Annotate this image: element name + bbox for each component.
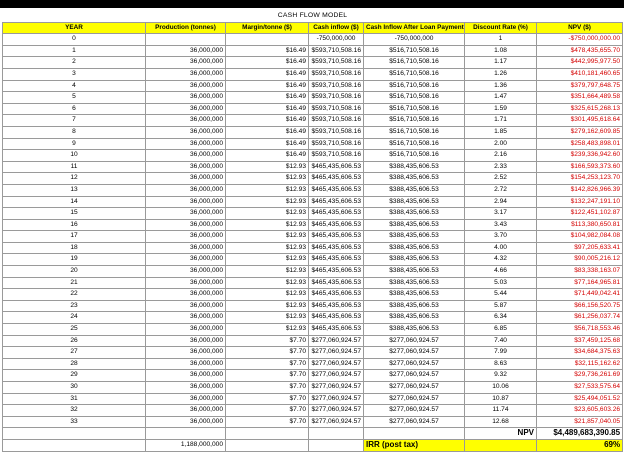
cash-inflow-cell[interactable]: $465,435,606.53 [309,173,364,185]
year-cell[interactable]: 21 [3,277,146,289]
discount-rate-cell[interactable]: 6.85 [465,324,537,336]
table-row [3,68,623,80]
cash-flow-table [2,11,623,452]
window-top-edge [0,0,624,8]
empty-cell[interactable] [3,428,146,440]
year-cell[interactable]: 24 [3,312,146,324]
year-cell[interactable]: 12 [3,173,146,185]
cash-inflow-cell[interactable]: $277,060,924.57 [309,405,364,417]
year-cell[interactable]: 3 [3,68,146,80]
cash-inflow-cell[interactable]: $465,435,606.53 [309,184,364,196]
cash-inflow-cell[interactable]: $593,710,508.16 [309,57,364,69]
cash-inflow-cell[interactable]: $465,435,606.53 [309,300,364,312]
cash-after-loan-cell[interactable]: $388,435,606.53 [364,184,465,196]
cash-inflow-cell[interactable]: $593,710,508.16 [309,115,364,127]
cash-inflow-cell[interactable]: $465,435,606.53 [309,242,364,254]
discount-rate-cell[interactable]: 3.43 [465,219,537,231]
npv-cell[interactable]: -$750,000,000.00 [537,34,623,46]
table-row [3,80,623,92]
production-cell[interactable]: 36,000,000 [146,254,226,266]
cash-after-loan-cell[interactable]: $516,710,508.16 [364,138,465,150]
production-cell[interactable]: 36,000,000 [146,347,226,359]
npv-cell[interactable]: $122,451,102.87 [537,208,623,220]
cash-after-loan-cell[interactable]: $516,710,508.16 [364,45,465,57]
discount-rate-cell[interactable]: 1.59 [465,103,537,115]
npv-cell[interactable]: $56,718,553.46 [537,324,623,336]
npv-cell[interactable]: $61,256,037.74 [537,312,623,324]
discount-rate-cell[interactable]: 7.40 [465,335,537,347]
table-row [3,115,623,127]
table-row [3,289,623,301]
discount-rate-cell[interactable]: 1.47 [465,92,537,104]
npv-cell[interactable]: $27,533,575.64 [537,382,623,394]
margin-cell[interactable]: $12.93 [226,231,309,243]
production-cell[interactable]: 36,000,000 [146,196,226,208]
discount-rate-cell[interactable]: 5.87 [465,300,537,312]
table-row [3,382,623,394]
discount-rate-cell[interactable]: 1.17 [465,57,537,69]
header-cash-inflow[interactable]: Cash inflow ($) [309,22,364,34]
margin-cell[interactable]: $7.70 [226,370,309,382]
discount-rate-cell[interactable]: 1.36 [465,80,537,92]
cash-inflow-cell[interactable]: $593,710,508.16 [309,80,364,92]
production-cell[interactable]: 36,000,000 [146,173,226,185]
margin-cell[interactable]: $12.93 [226,161,309,173]
discount-rate-cell[interactable]: 2.00 [465,138,537,150]
discount-rate-cell[interactable]: 1.85 [465,126,537,138]
npv-cell[interactable]: $66,156,520.75 [537,300,623,312]
cash-after-loan-cell[interactable]: $516,710,508.16 [364,126,465,138]
year-cell[interactable]: 4 [3,80,146,92]
year-cell[interactable]: 26 [3,335,146,347]
table-row [3,150,623,162]
year-cell[interactable]: 33 [3,416,146,428]
production-cell[interactable]: 36,000,000 [146,277,226,289]
cash-after-loan-cell[interactable]: $277,060,924.57 [364,335,465,347]
cash-inflow-cell[interactable]: $465,435,606.53 [309,266,364,278]
table-row [3,161,623,173]
margin-cell[interactable]: $16.49 [226,138,309,150]
year-cell[interactable]: 16 [3,219,146,231]
year-cell[interactable]: 32 [3,405,146,417]
production-cell[interactable]: 36,000,000 [146,370,226,382]
discount-rate-cell[interactable]: 8.63 [465,358,537,370]
cash-after-loan-cell[interactable]: $388,435,606.53 [364,266,465,278]
cash-after-loan-cell[interactable]: $388,435,606.53 [364,312,465,324]
table-row [3,57,623,69]
table-row [3,266,623,278]
discount-rate-cell[interactable]: 1.26 [465,68,537,80]
npv-cell[interactable]: $410,181,460.65 [537,68,623,80]
production-cell[interactable]: 36,000,000 [146,184,226,196]
production-cell[interactable]: 36,000,000 [146,138,226,150]
table-row [3,335,623,347]
cash-after-loan-cell[interactable]: $388,435,606.53 [364,173,465,185]
margin-cell[interactable]: $16.49 [226,126,309,138]
discount-rate-cell[interactable]: 9.32 [465,370,537,382]
empty-cell[interactable] [309,439,364,451]
table-row [3,312,623,324]
cash-inflow-cell[interactable]: -750,000,000 [309,34,364,46]
cash-inflow-cell[interactable]: $277,060,924.57 [309,393,364,405]
margin-cell[interactable]: $7.70 [226,358,309,370]
table-row [3,324,623,336]
discount-rate-cell[interactable]: 1.08 [465,45,537,57]
discount-rate-cell[interactable]: 4.66 [465,266,537,278]
margin-cell[interactable]: $16.49 [226,57,309,69]
margin-cell[interactable] [226,34,309,46]
production-cell[interactable]: 36,000,000 [146,242,226,254]
discount-rate-cell[interactable]: 4.32 [465,254,537,266]
npv-cell[interactable]: $83,338,163.07 [537,266,623,278]
cash-after-loan-cell[interactable]: $388,435,606.53 [364,196,465,208]
year-cell[interactable]: 2 [3,57,146,69]
margin-cell[interactable]: $12.93 [226,266,309,278]
cash-inflow-cell[interactable]: $465,435,606.53 [309,277,364,289]
header-production[interactable]: Production (tonnes) [146,22,226,34]
cash-inflow-cell[interactable]: $277,060,924.57 [309,335,364,347]
discount-rate-cell[interactable]: 3.17 [465,208,537,220]
production-total[interactable]: 1,188,000,000 [146,439,226,451]
table-row [3,405,623,417]
table-row [3,173,623,185]
cash-inflow-cell[interactable]: $465,435,606.53 [309,208,364,220]
cash-after-loan-cell[interactable]: $388,435,606.53 [364,289,465,301]
year-cell[interactable]: 19 [3,254,146,266]
year-cell[interactable]: 22 [3,289,146,301]
margin-cell[interactable]: $12.93 [226,219,309,231]
margin-cell[interactable]: $16.49 [226,68,309,80]
cash-inflow-cell[interactable]: $465,435,606.53 [309,219,364,231]
table-row [3,242,623,254]
table-row [3,358,623,370]
year-cell[interactable]: 13 [3,184,146,196]
table-row [3,196,623,208]
cash-inflow-cell[interactable]: $593,710,508.16 [309,68,364,80]
header-cash-after-loan[interactable]: Cash Inflow After Loan Payment [364,22,465,34]
cash-after-loan-cell[interactable]: $388,435,606.53 [364,231,465,243]
discount-rate-cell[interactable]: 1.71 [465,115,537,127]
npv-total-value[interactable]: $4,489,683,390.85 [537,428,623,440]
year-cell[interactable]: 30 [3,382,146,394]
production-cell[interactable]: 36,000,000 [146,335,226,347]
production-cell[interactable]: 36,000,000 [146,103,226,115]
cash-after-loan-cell[interactable]: $277,060,924.57 [364,382,465,394]
margin-cell[interactable]: $16.49 [226,103,309,115]
margin-cell[interactable]: $12.93 [226,324,309,336]
cash-inflow-cell[interactable]: $277,060,924.57 [309,358,364,370]
cash-after-loan-cell[interactable]: $277,060,924.57 [364,416,465,428]
year-cell[interactable]: 31 [3,393,146,405]
cash-after-loan-cell[interactable]: -750,000,000 [364,34,465,46]
header-margin[interactable]: Margin/tonne ($) [226,22,309,34]
cash-after-loan-cell[interactable]: $516,710,508.16 [364,150,465,162]
year-cell[interactable]: 28 [3,358,146,370]
cash-inflow-cell[interactable]: $465,435,606.53 [309,196,364,208]
year-cell[interactable]: 8 [3,126,146,138]
margin-cell[interactable]: $12.93 [226,173,309,185]
cash-inflow-cell[interactable]: $277,060,924.57 [309,370,364,382]
discount-rate-cell[interactable]: 2.52 [465,173,537,185]
table-row [3,34,623,46]
irr-spacer-cell[interactable] [465,439,537,451]
npv-cell[interactable]: $97,205,633.41 [537,242,623,254]
irr-row [3,439,623,451]
empty-cell[interactable] [309,428,364,440]
npv-cell[interactable]: $32,115,162.62 [537,358,623,370]
table-row [3,416,623,428]
cash-after-loan-cell[interactable]: $277,060,924.57 [364,393,465,405]
table-row [3,45,623,57]
margin-cell[interactable]: $12.93 [226,184,309,196]
production-cell[interactable]: 36,000,000 [146,150,226,162]
year-cell[interactable]: 17 [3,231,146,243]
year-cell[interactable]: 11 [3,161,146,173]
header-discount-rate[interactable]: Discount Rate (%) [465,22,537,34]
cash-after-loan-cell[interactable]: $388,435,606.53 [364,242,465,254]
table-row [3,219,623,231]
year-cell[interactable]: 9 [3,138,146,150]
cash-after-loan-cell[interactable]: $388,435,606.53 [364,277,465,289]
production-cell[interactable]: 36,000,000 [146,80,226,92]
irr-value[interactable]: 69% [537,439,623,451]
margin-cell[interactable]: $12.93 [226,289,309,301]
cash-inflow-cell[interactable]: $593,710,508.16 [309,92,364,104]
production-cell[interactable]: 36,000,000 [146,416,226,428]
npv-cell[interactable]: $29,736,261.69 [537,370,623,382]
cash-after-loan-cell[interactable]: $516,710,508.16 [364,80,465,92]
npv-cell[interactable]: $132,247,191.10 [537,196,623,208]
year-cell[interactable]: 14 [3,196,146,208]
production-cell[interactable]: 36,000,000 [146,92,226,104]
npv-cell[interactable]: $325,615,268.13 [537,103,623,115]
sheet-title: CASH FLOW MODEL [277,12,348,19]
empty-cell[interactable] [3,439,146,451]
margin-cell[interactable]: $12.93 [226,312,309,324]
production-cell[interactable]: 36,000,000 [146,312,226,324]
production-cell[interactable] [146,34,226,46]
header-year[interactable]: YEAR [3,22,146,34]
production-cell[interactable]: 36,000,000 [146,405,226,417]
year-cell[interactable]: 0 [3,34,146,46]
margin-cell[interactable]: $7.70 [226,393,309,405]
npv-cell[interactable]: $154,253,123.70 [537,173,623,185]
year-cell[interactable]: 10 [3,150,146,162]
production-cell[interactable]: 36,000,000 [146,208,226,220]
cash-after-loan-cell[interactable]: $516,710,508.16 [364,103,465,115]
margin-cell[interactable]: $16.49 [226,80,309,92]
npv-cell[interactable]: $166,593,373.60 [537,161,623,173]
production-cell[interactable]: 36,000,000 [146,358,226,370]
year-cell[interactable]: 5 [3,92,146,104]
npv-cell[interactable]: $71,449,042.41 [537,289,623,301]
table-row [3,103,623,115]
margin-cell[interactable]: $12.93 [226,196,309,208]
npv-cell[interactable]: $77,164,965.81 [537,277,623,289]
table-row [3,92,623,104]
cash-inflow-cell[interactable]: $465,435,606.53 [309,231,364,243]
npv-cell[interactable]: $351,664,489.58 [537,92,623,104]
cash-after-loan-cell[interactable]: $277,060,924.57 [364,347,465,359]
production-cell[interactable]: 36,000,000 [146,266,226,278]
discount-rate-cell[interactable]: 10.06 [465,382,537,394]
npv-cell[interactable]: $25,494,051.52 [537,393,623,405]
margin-cell[interactable]: $7.70 [226,382,309,394]
cash-inflow-cell[interactable]: $465,435,606.53 [309,254,364,266]
cash-inflow-cell[interactable]: $593,710,508.16 [309,126,364,138]
header-npv[interactable]: NPV ($) [537,22,623,34]
production-cell[interactable]: 36,000,000 [146,68,226,80]
margin-cell[interactable]: $16.49 [226,150,309,162]
production-cell[interactable]: 36,000,000 [146,300,226,312]
table-row [3,208,623,220]
npv-cell[interactable]: $37,459,125.68 [537,335,623,347]
production-cell[interactable]: 36,000,000 [146,382,226,394]
cash-inflow-cell[interactable]: $277,060,924.57 [309,382,364,394]
npv-cell[interactable]: $301,495,618.64 [537,115,623,127]
production-cell[interactable]: 36,000,000 [146,45,226,57]
discount-rate-cell[interactable]: 4.00 [465,242,537,254]
cash-after-loan-cell[interactable]: $277,060,924.57 [364,370,465,382]
npv-cell[interactable]: $142,826,966.39 [537,184,623,196]
production-cell[interactable]: 36,000,000 [146,324,226,336]
cash-inflow-cell[interactable]: $593,710,508.16 [309,45,364,57]
discount-rate-cell[interactable]: 6.34 [465,312,537,324]
production-cell[interactable]: 36,000,000 [146,161,226,173]
table-row [3,277,623,289]
npv-cell[interactable]: $279,162,609.85 [537,126,623,138]
empty-cell[interactable] [226,428,309,440]
discount-rate-cell[interactable]: 3.70 [465,231,537,243]
empty-cell[interactable] [364,428,465,440]
year-cell[interactable]: 15 [3,208,146,220]
header-row [3,22,623,34]
margin-cell[interactable]: $16.49 [226,45,309,57]
npv-cell[interactable]: $23,605,603.26 [537,405,623,417]
npv-cell[interactable]: $21,857,040.05 [537,416,623,428]
table-row [3,393,623,405]
margin-cell[interactable]: $12.93 [226,242,309,254]
production-cell[interactable]: 36,000,000 [146,126,226,138]
cash-inflow-cell[interactable]: $593,710,508.16 [309,138,364,150]
table-row [3,138,623,150]
npv-label[interactable]: NPV [465,428,537,440]
cash-after-loan-cell[interactable]: $388,435,606.53 [364,219,465,231]
irr-label[interactable]: IRR (post tax) [364,439,465,451]
production-cell[interactable]: 36,000,000 [146,231,226,243]
cash-inflow-cell[interactable]: $593,710,508.16 [309,103,364,115]
cash-inflow-cell[interactable]: $593,710,508.16 [309,150,364,162]
margin-cell[interactable]: $7.70 [226,335,309,347]
cash-after-loan-cell[interactable]: $277,060,924.57 [364,405,465,417]
year-cell[interactable]: 29 [3,370,146,382]
npv-cell[interactable]: $258,483,898.01 [537,138,623,150]
margin-cell[interactable]: $7.70 [226,347,309,359]
cash-after-loan-cell[interactable]: $388,435,606.53 [364,324,465,336]
table-row [3,370,623,382]
year-cell[interactable]: 1 [3,45,146,57]
margin-cell[interactable]: $12.93 [226,300,309,312]
empty-cell[interactable] [146,428,226,440]
npv-cell[interactable]: $90,005,216.12 [537,254,623,266]
discount-rate-cell[interactable]: 5.03 [465,277,537,289]
cash-after-loan-cell[interactable]: $516,710,508.16 [364,68,465,80]
year-cell[interactable]: 23 [3,300,146,312]
year-cell[interactable]: 20 [3,266,146,278]
cash-after-loan-cell[interactable]: $388,435,606.53 [364,300,465,312]
discount-rate-cell[interactable]: 5.44 [465,289,537,301]
margin-cell[interactable]: $12.93 [226,208,309,220]
npv-cell[interactable]: $34,684,375.63 [537,347,623,359]
cash-inflow-cell[interactable]: $465,435,606.53 [309,289,364,301]
npv-cell[interactable]: $104,982,084.08 [537,231,623,243]
discount-rate-cell[interactable]: 10.87 [465,393,537,405]
cash-after-loan-cell[interactable]: $388,435,606.53 [364,254,465,266]
margin-cell[interactable]: $12.93 [226,277,309,289]
production-cell[interactable]: 36,000,000 [146,57,226,69]
production-cell[interactable]: 36,000,000 [146,115,226,127]
cash-inflow-cell[interactable]: $465,435,606.53 [309,312,364,324]
cash-inflow-cell[interactable]: $277,060,924.57 [309,416,364,428]
table-row [3,126,623,138]
cash-after-loan-cell[interactable]: $516,710,508.16 [364,57,465,69]
margin-cell[interactable]: $7.70 [226,405,309,417]
discount-rate-cell[interactable]: 1 [465,34,537,46]
table-row [3,184,623,196]
year-cell[interactable]: 18 [3,242,146,254]
npv-cell[interactable]: $478,435,655.70 [537,45,623,57]
cash-after-loan-cell[interactable]: $388,435,606.53 [364,161,465,173]
margin-cell[interactable]: $16.49 [226,115,309,127]
discount-rate-cell[interactable]: 2.16 [465,150,537,162]
cash-inflow-cell[interactable]: $465,435,606.53 [309,161,364,173]
table-row [3,254,623,266]
year-cell[interactable]: 7 [3,115,146,127]
discount-rate-cell[interactable]: 2.33 [465,161,537,173]
margin-cell[interactable]: $16.49 [226,92,309,104]
table-row [3,231,623,243]
discount-rate-cell[interactable]: 2.94 [465,196,537,208]
cash-inflow-cell[interactable]: $465,435,606.53 [309,324,364,336]
cash-after-loan-cell[interactable]: $516,710,508.16 [364,115,465,127]
table-row [3,300,623,312]
year-cell[interactable]: 27 [3,347,146,359]
npv-total-row [3,428,623,440]
cash-after-loan-cell[interactable]: $516,710,508.16 [364,92,465,104]
cash-after-loan-cell[interactable]: $388,435,606.53 [364,208,465,220]
discount-rate-cell[interactable]: 11.74 [465,405,537,417]
table-row [3,347,623,359]
cash-after-loan-cell[interactable]: $277,060,924.57 [364,358,465,370]
discount-rate-cell[interactable]: 12.68 [465,416,537,428]
npv-cell[interactable]: $442,995,977.50 [537,57,623,69]
production-cell[interactable]: 36,000,000 [146,219,226,231]
margin-cell[interactable]: $12.93 [226,254,309,266]
production-cell[interactable]: 36,000,000 [146,289,226,301]
empty-cell[interactable] [226,439,309,451]
year-cell[interactable]: 25 [3,324,146,336]
discount-rate-cell[interactable]: 2.72 [465,184,537,196]
npv-cell[interactable]: $113,380,650.81 [537,219,623,231]
production-cell[interactable]: 36,000,000 [146,393,226,405]
margin-cell[interactable]: $7.70 [226,416,309,428]
npv-cell[interactable]: $379,797,648.75 [537,80,623,92]
year-cell[interactable]: 6 [3,103,146,115]
discount-rate-cell[interactable]: 7.99 [465,347,537,359]
cash-inflow-cell[interactable]: $277,060,924.57 [309,347,364,359]
npv-cell[interactable]: $239,336,942.60 [537,150,623,162]
